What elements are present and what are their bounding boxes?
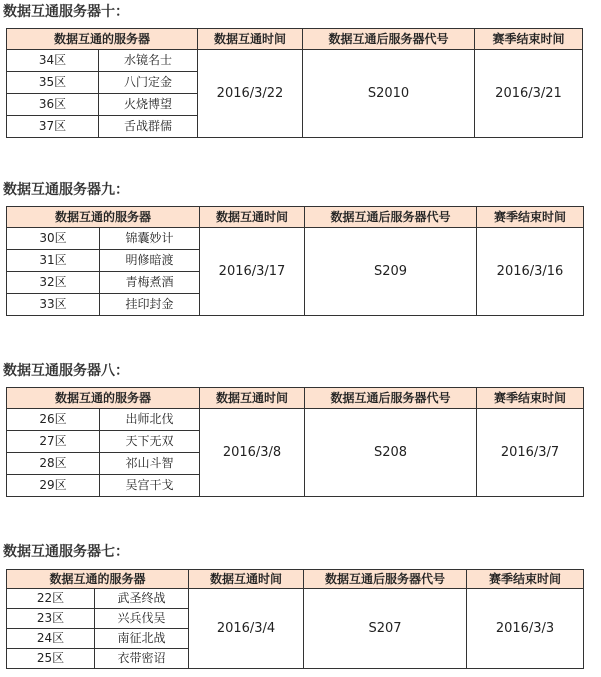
- header-season-end: 赛季结束时间: [477, 207, 584, 228]
- header-merge-time: 数据互通时间: [200, 388, 305, 409]
- header-season-end: 赛季结束时间: [475, 29, 583, 50]
- server-name-cell: 火烧博望: [99, 94, 198, 116]
- zone-cell: 31区: [7, 250, 100, 272]
- merge-time-cell: 2016/3/8: [200, 409, 305, 497]
- zone-cell: 23区: [7, 609, 95, 629]
- server-name-cell: 挂印封金: [100, 294, 200, 316]
- header-season-end: 赛季结束时间: [467, 570, 584, 589]
- server-code-cell: S2010: [303, 50, 475, 138]
- server-table: [6, 28, 583, 138]
- header-row: [7, 388, 584, 409]
- zone-cell: 24区: [7, 629, 95, 649]
- header-servers: 数据互通的服务器: [7, 207, 200, 228]
- section-heading: 数据互通服务器九：: [3, 182, 129, 198]
- table-row: [7, 409, 584, 431]
- server-code-cell: S208: [305, 409, 477, 497]
- server-name-cell: 衣带密诏: [95, 649, 189, 669]
- zone-cell: 37区: [7, 116, 99, 138]
- header-merge-time: 数据互通时间: [200, 207, 305, 228]
- season-end-cell: 2016/3/21: [475, 50, 583, 138]
- server-name-cell: 青梅煮酒: [100, 272, 200, 294]
- server-name-cell: 南征北战: [95, 629, 189, 649]
- merge-time-cell: 2016/3/22: [198, 50, 303, 138]
- header-season-end: 赛季结束时间: [477, 388, 584, 409]
- server-name-cell: 出师北伐: [100, 409, 200, 431]
- server-name-cell: 武圣终战: [95, 589, 189, 609]
- server-name-cell: 明修暗渡: [100, 250, 200, 272]
- server-table: [6, 569, 584, 669]
- header-server-code: 数据互通后服务器代号: [303, 29, 475, 50]
- zone-cell: 25区: [7, 649, 95, 669]
- server-code-cell: S209: [305, 228, 477, 316]
- season-end-cell: 2016/3/3: [467, 589, 584, 669]
- header-row: [7, 207, 584, 228]
- table-row: [7, 589, 584, 609]
- header-merge-time: 数据互通时间: [198, 29, 303, 50]
- zone-cell: 27区: [7, 431, 100, 453]
- header-row: [7, 29, 583, 50]
- header-merge-time: 数据互通时间: [189, 570, 304, 589]
- table-row: [7, 50, 583, 72]
- header-servers: 数据互通的服务器: [7, 570, 189, 589]
- header-server-code: 数据互通后服务器代号: [305, 388, 477, 409]
- header-server-code: 数据互通后服务器代号: [304, 570, 467, 589]
- header-server-code: 数据互通后服务器代号: [305, 207, 477, 228]
- server-name-cell: 天下无双: [100, 431, 200, 453]
- zone-cell: 26区: [7, 409, 100, 431]
- section-heading: 数据互通服务器七：: [3, 544, 129, 560]
- zone-cell: 36区: [7, 94, 99, 116]
- server-name-cell: 八门定金: [99, 72, 198, 94]
- server-name-cell: 锦囊妙计: [100, 228, 200, 250]
- zone-cell: 32区: [7, 272, 100, 294]
- section-heading: 数据互通服务器八：: [3, 363, 129, 379]
- zone-cell: 34区: [7, 50, 99, 72]
- season-end-cell: 2016/3/7: [477, 409, 584, 497]
- server-name-cell: 舌战群儒: [99, 116, 198, 138]
- table-row: [7, 228, 584, 250]
- zone-cell: 22区: [7, 589, 95, 609]
- header-row: [7, 570, 584, 589]
- server-name-cell: 吴宫干戈: [100, 475, 200, 497]
- zone-cell: 33区: [7, 294, 100, 316]
- header-servers: 数据互通的服务器: [7, 29, 198, 50]
- season-end-cell: 2016/3/16: [477, 228, 584, 316]
- zone-cell: 30区: [7, 228, 100, 250]
- server-name-cell: 祁山斗智: [100, 453, 200, 475]
- server-table: [6, 387, 584, 497]
- header-servers: 数据互通的服务器: [7, 388, 200, 409]
- zone-cell: 35区: [7, 72, 99, 94]
- merge-time-cell: 2016/3/4: [189, 589, 304, 669]
- merge-time-cell: 2016/3/17: [200, 228, 305, 316]
- server-name-cell: 水镜名士: [99, 50, 198, 72]
- server-table: [6, 206, 584, 316]
- server-code-cell: S207: [304, 589, 467, 669]
- zone-cell: 28区: [7, 453, 100, 475]
- section-heading: 数据互通服务器十：: [3, 4, 129, 20]
- zone-cell: 29区: [7, 475, 100, 497]
- server-name-cell: 兴兵伐吴: [95, 609, 189, 629]
